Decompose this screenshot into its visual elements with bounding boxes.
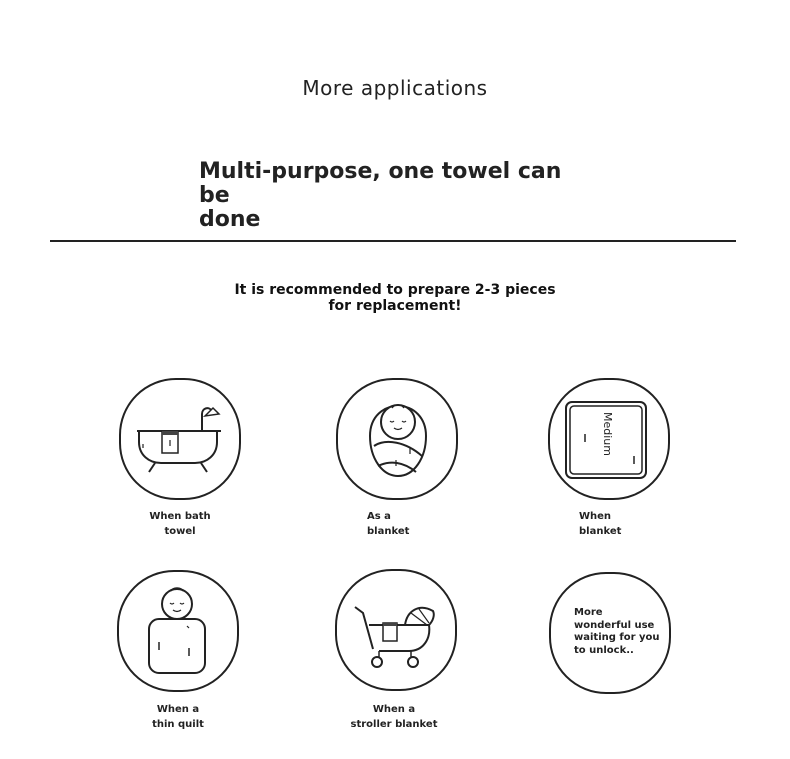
application-tile-stroller-blanket [333,567,459,693]
recommendation-text [0,282,790,314]
application-tile-when-blanket [546,376,672,502]
headline [199,160,579,232]
recommendation-line-1: It is recommended to prepare 2-3 pieces [234,282,556,298]
caption-when-blanket: When blanket [579,511,622,537]
recommendation-line-2: for replacement! [328,298,462,314]
more-uses-text: More wonderful use waiting for you to unlock.. [574,607,660,656]
application-tile-thin-quilt [115,568,241,694]
stroller-icon [333,567,459,693]
caption-as-blanket: As a blanket [367,511,410,537]
headline-line-1: Multi-purpose, one towel can be [199,159,562,208]
application-tile-bath-towel [117,376,243,502]
page-title: More applications [302,76,488,100]
swaddled-baby-icon [334,376,460,502]
bathtub-icon [117,376,243,502]
baby-with-quilt-icon [115,568,241,694]
caption-bath-towel: When bath towel [149,511,211,537]
divider [50,240,736,242]
caption-stroller-blanket: When a stroller blanket [350,704,438,730]
size-badge: Medium [601,412,614,456]
caption-thin-quilt: When a thin quilt [152,704,204,730]
headline-line-2: done [199,207,261,232]
application-tile-as-blanket [334,376,460,502]
folded-blanket-icon [546,376,672,502]
